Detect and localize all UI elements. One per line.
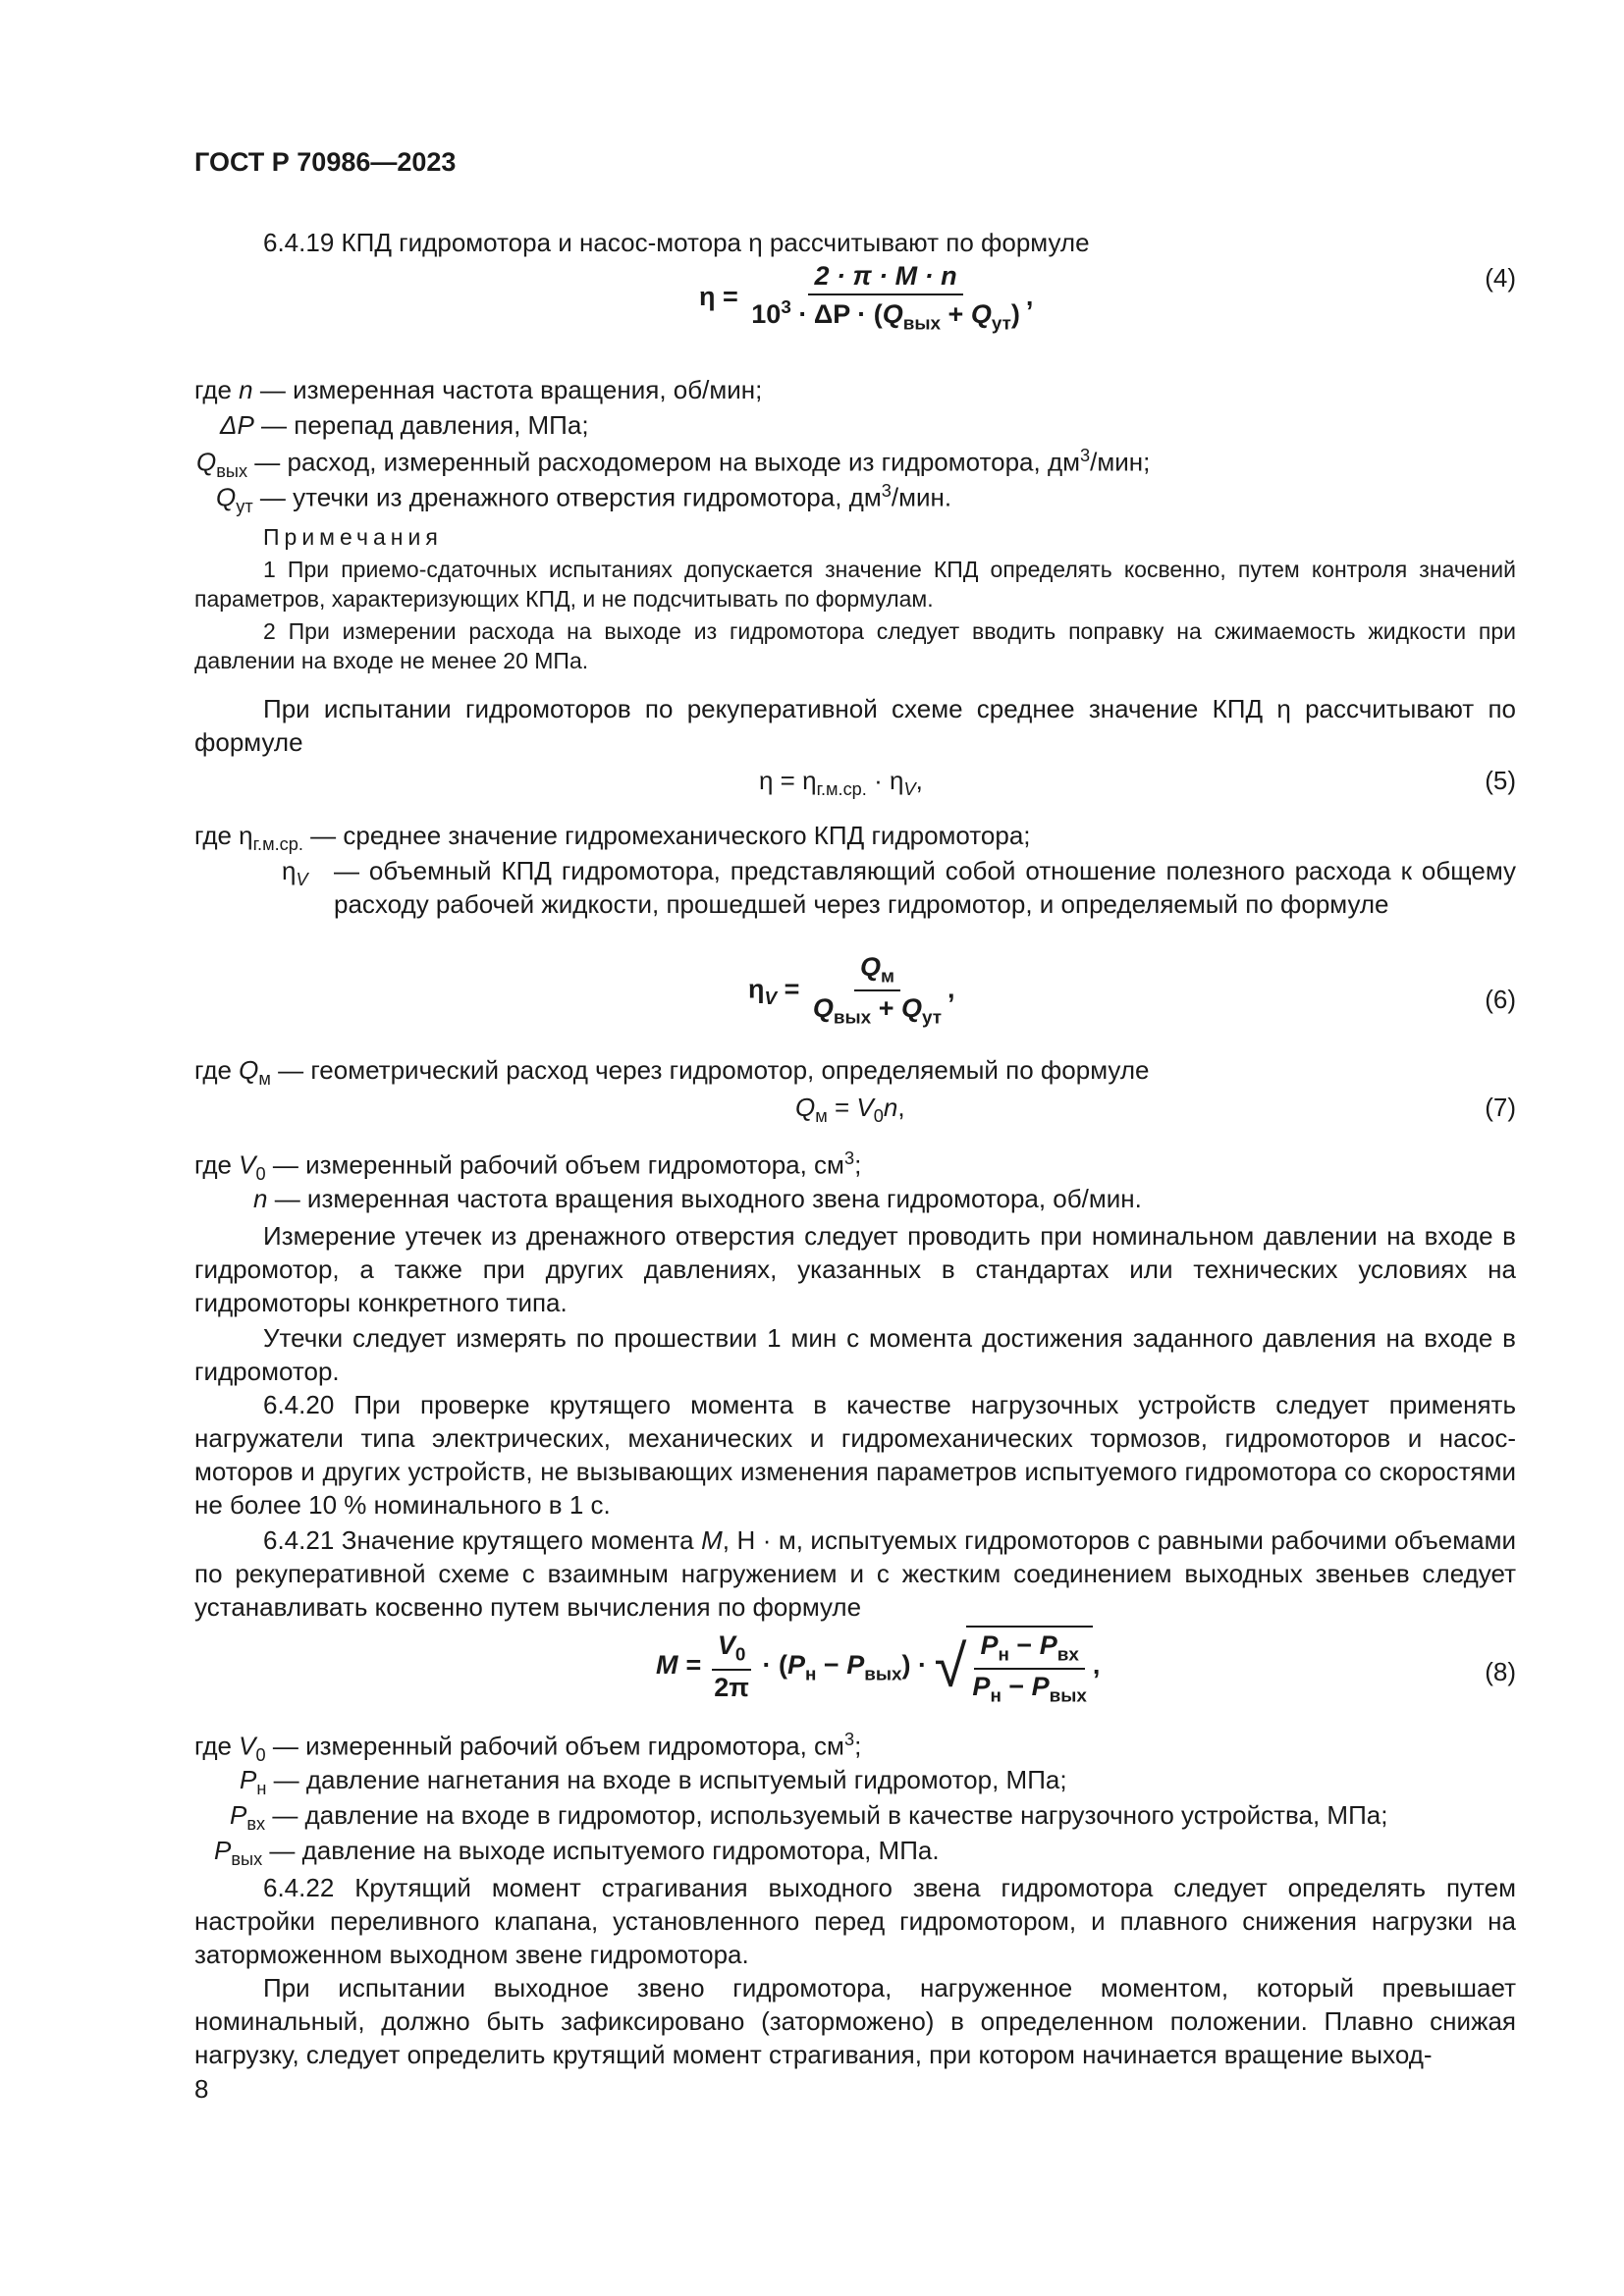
where8-line3: $P_{вх}$ — давление на входе в гидромотор, используемый в качестве нагрузочного устройства, МПа;: [230, 1800, 1388, 1835]
eq6-fraction: [807, 952, 947, 1030]
where8-line2: $P_н$ — давление нагнетания на входе в испытуемый гидромотор, МПа;: [240, 1765, 1067, 1799]
paragraph-leak-time: Утечки следует измерять по прошествии 1 мин с момента достижения заданного давления на входе в гидромотор.: [194, 1323, 1516, 1386]
eq6-denominator: $Q_{вых} + Q_{ут}$: [812, 993, 942, 1029]
equation-8: M = $\frac{V_0}{2\pi}$ · $(P_н - P_{вых})$ · √ $\frac{P_н - P_{вх}}{P_н - P_{вых}}$ ,: [656, 1626, 1100, 1708]
paragraph-leak-measure: Измерение утечек из дренажного отверстия следует проводить при номинальном давлении на входе в гидромотор, а также при других давлениях, указанных в стандартах или технических условиях на гидромоторы конкретного типа.: [194, 1221, 1516, 1317]
equation-4-number: (4): [1485, 263, 1516, 293]
equation-7: $Q_м = V_0n$,: [795, 1093, 905, 1127]
eq8-fraction-v0: $\frac{V_0}{2\pi}$: [708, 1630, 755, 1702]
note-2: 2 При измерении расхода на выходе из гидромотора следует вводить поправку на сжимаемость жидкости при давлении на входе не менее 20 МПа.: [194, 618, 1516, 673]
where4-line3: $Q_{вых}$ — расход, измеренный расходомером на выходе из гидромотора, $дм^3$/мин;: [196, 446, 1151, 481]
where5-line2-text: — объемный КПД гидромотора, представляющий собой отношение полезного расхода к общему расходу рабочей жидкости, прошедшей через гидромотор, и определяемый по формуле: [334, 856, 1516, 919]
where4-line4: $Q_{ут}$ — утечки из дренажного отверстия гидромотора, $дм^3$/мин.: [216, 481, 952, 516]
where5-line1: где $\eta_{г.м.ср.}$ — среднее значение гидромеханического КПД гидромотора;: [194, 821, 1031, 855]
where7-line2: n — измеренная частота вращения выходного звена гидромотора, об/мин.: [253, 1184, 1142, 1213]
eq4-lhs: η =: [699, 281, 738, 311]
where5-line2-symbol: $\eta_V$: [282, 856, 308, 890]
equation-6-number: (6): [1485, 985, 1516, 1014]
where7-line1: где $V_0$ — измеренный рабочий объем гидромотора, $см^3$;: [194, 1148, 862, 1184]
paragraph-recuperative: При испытании гидромоторов по рекуперативной схеме среднее значение КПД η рассчитывают по формуле: [194, 694, 1516, 757]
section-6-4-22: 6.4.22 Крутящий момент страгивания выходного звена гидромотора следует определять путем настройки переливного клапана, установленного перед гидромотором, и плавного снижения нагрузки на заторможенном выходном звене гидромотора.: [194, 1873, 1516, 1969]
equation-4: η = $\frac{2 \cdot \pi \cdot M \cdot n}{10^3 \cdot \Delta P \cdot (Q_{вых} + Q_{ут})}$ ,: [699, 261, 1034, 335]
equation-5-number: (5): [1485, 766, 1516, 795]
where8-line4: $P_{вых}$ — давление на выходе испытуемого гидромотора, МПа.: [214, 1836, 940, 1870]
section-6-4-19: 6.4.19 КПД гидромотора и насос-мотора η рассчитывают по формуле: [263, 228, 1090, 257]
where6-line: где $Q_м$ — геометрический расход через гидромотор, определяемый по формуле: [194, 1055, 1150, 1090]
eq6-numerator: $Q_м$: [854, 952, 900, 991]
equation-6: $\eta_V$ = $\frac{Q_м}{Q_{вых} + Q_{ут}}$ ,: [748, 952, 955, 1029]
where4-line1: где n — измеренная частота вращения, об/мин;: [194, 375, 763, 404]
page-number: 8: [194, 2074, 209, 2104]
eq8-sqrt: √ $\frac{P_н - P_{вх}}{P_н - P_{вых}}$: [934, 1626, 1092, 1708]
document-header: ГОСТ Р 70986—2023: [194, 147, 457, 177]
equation-7-number: (7): [1485, 1093, 1516, 1122]
where4-line2: ΔP — перепад давления, МПа;: [220, 410, 589, 440]
equation-8-number: (8): [1485, 1657, 1516, 1686]
eq8-sqrt-fraction: $\frac{P_н - P_{вх}}{P_н - P_{вых}}$: [972, 1630, 1087, 1707]
section-6-4-20: 6.4.20 При проверке крутящего момента в качестве нагрузочных устройств следует применять нагружатели типа электрических, механических и гидромеханических тормозов, гидромоторов и насос-моторов и других устройств, не вызывающих изменения параметров испытуемого гидромотора со скоростями не более 10 % номинального в 1 с.: [194, 1390, 1516, 1520]
eq4-numerator: 2 · π · M · n: [808, 261, 962, 295]
notes-title: Примечания: [263, 524, 443, 550]
note-1: 1 При приемо-сдаточных испытаниях допускается значение КПД определять косвенно, путем контроля значений параметров, характеризующих КПД, и не подсчитывать по формулам.: [194, 557, 1516, 612]
equation-5: $\eta = \eta_{г.м.ср.} \cdot \eta_V$,: [759, 766, 923, 800]
paragraph-breakaway: При испытании выходное звено гидромотора, нагруженное моментом, который превышает номинальный, должно быть зафиксировано (заторможено) в определенном положении. Плавно снижая нагрузку, следует определить крутящий момент страгивания, при котором начинается вращение выход-: [194, 1973, 1516, 2069]
eq4-denominator: $10^3 \cdot \Delta P \cdot (Q_{вых} + Q_{ут})$: [751, 297, 1020, 335]
where8-line1: где $V_0$ — измеренный рабочий объем гидромотора, $см^3$;: [194, 1730, 862, 1765]
eq4-fraction: [745, 261, 1026, 335]
section-6-4-21: 6.4.21 Значение крутящего момента M, Н · м, испытуемых гидромоторов с равными рабочими объемами по рекуперативной схеме с взаимным нагружением и с жестким соединением выходных звеньев следует устанавливать косвенно путем вычисления по формуле: [194, 1525, 1517, 1622]
